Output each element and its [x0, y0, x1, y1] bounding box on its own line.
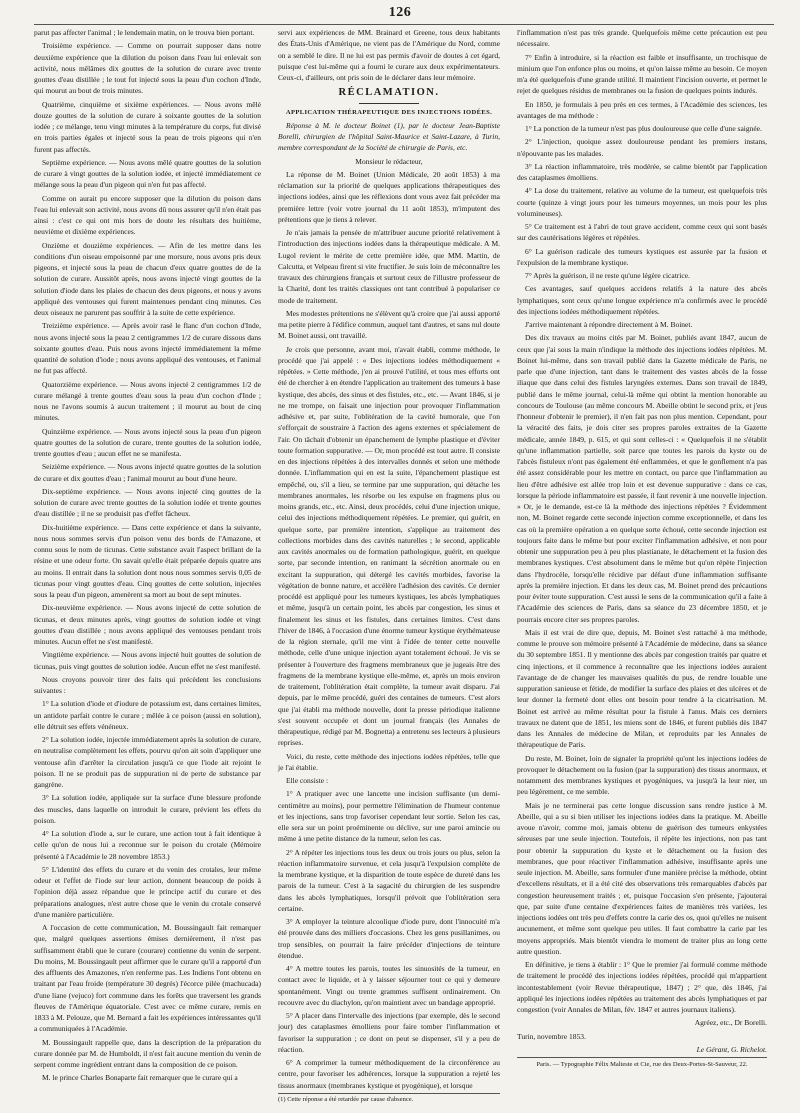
paragraph: Réponse à M. le docteur Boinet (1), par le docteur Jean-Baptiste Borelli, chirurgien de l'hôpital Saint-Maurice et Saint-Lazare, à Turin, membre correspondant de la Société de chirurgie de Paris, etc. [278, 120, 500, 153]
paragraph: 5° A placer dans l'intervalle des injections (par exemple, dès le second jour) des cataplasmes émolliens pour faire tomber l'inflammation et favoriser la suppuration ; ce dont on peut se dispenser, s'il y a peu de réaction. [278, 1011, 500, 1054]
footnote: (1) Cette réponse a été retardée par cause d'absence. [278, 1093, 500, 1105]
paragraph: Quatrième, cinquième et sixième expériences. — Nous avons mêlé douze gouttes de la solution de curare à soixante gouttes de la solution iodée ; ce mélange, tenu vingt minutes à la température du corps, fut divisé en trois parties égales et injecté sous la peau de trois pigeons qui n'en furent pas affectés. [34, 99, 261, 154]
paragraph: Je n'ais jamais la pensée de m'attribuer aucune priorité relativement à l'introduction des injections iodées dans la thérapeutique médicale. A M. Lugol revient le mérite de cette première idée, que MM. Martin, de Calcutta, et Velpeau firent si vite fructifier. Je suis loin de méconnaître les travaux des chirurgiens français et surtout ceux de l'illustre professeur de la Charité, dont les traités classiques ont tant contribué à populariser ce mode de traitement. [278, 228, 500, 305]
paragraph: Du reste, M. Boinet, loin de signaler la propriété qu'ont les injections iodées de provoquer le détachement ou la fusion (par la suppuration) des tissus anormaux, et notamment des membranes kystiques et pyogéniques, va jusqu'à la leur nier, un peu légèrement, ce me semble. [517, 753, 767, 797]
paragraph: Quinzième expérience. — Nous avons injecté sous la peau d'un pigeon quatre gouttes de la solution de curare, trente gouttes de la solution iodée, trente gouttes d'eau ; aucun effet ne se manifesta. [34, 426, 261, 458]
gerant-line: Le Gérant, G. Richelot. [696, 1044, 767, 1054]
paragraph: 7° Après la guérison, il ne reste qu'une légère cicatrice. [525, 271, 690, 280]
paragraph: Mais je ne terminerai pas cette longue discussion sans rendre justice à M. Abeille, qui a su si bien utiliser les injections iodées dans la pratique. M. Abeille avoue n'avoir, comme moi, jamais obtenu de guérison des tumeurs enkystées séreuses par une seule injection. Toutefois, il répète les injections, non pas tant pour obtenir la suppuration du kyste et le détachement ou la fusion des membranes, que pour réactiver l'inflammation adhésive, insuffisante après une seule injection. M. Abeille, sans formuler d'une manière précise la méthode, obtint d'excellens résultats, et il a été cité des observations très remarquables d'abcès par congestion heureusement traités ; et, puisque l'occasion s'en présente, j'ajouterai que, par suite d'une centaine d'expériences faites de manières très variées, les injections iodées ont très peu d'effets contre la carie des os, quoi qu'elles ne nuisent aucunement, et même sont quelque peu utiles. Il faut combattre la carie par les moyens appropriés. Mais bientôt viendra le moment de traiter plus au long cette autre question. [517, 800, 767, 956]
paragraph: Septième expérience. — Nous avons mêlé quatre gouttes de la solution de curare à vingt gouttes de la solution iodée, et injecté immédiatement ce mélange sous la peau d'un pigeon qui n'en fut pas affecté. [34, 157, 261, 190]
page-number: 126 [388, 5, 412, 20]
paragraph: Seizième expérience. — Nous avons injecté quatre gouttes de la solution de curare et dix gouttes d'eau ; l'animal mourut au bout d'une heure. [34, 462, 261, 483]
paragraph: 3° A employer la teinture alcoolique d'iode pure, dont l'innocuité m'a été prouvée dans des milliers d'occasions. Chez les gens pusillanimes, ou trop sensibles, on pourrait la faire précéder d'injections de teinture étendue. [278, 917, 500, 960]
heading-rule [359, 103, 419, 104]
paragraph: Comme on aurait pu encore supposer que la dilution du poison dans l'eau lui enlevait son activité, nous avons dû nous assurer qu'il n'en était pas ainsi : c'est ce qui ont mis hors de doute les résultats des huitième, neuvième et dixième expériences. [34, 193, 261, 237]
paragraph: 7° Enfin à introduire, si la réaction est faible et insuffisante, un trochisque de minium que l'on enfonce plus ou moins, et qu'on laisse même au besoin. Ce moyen m'a été quelquefois d'une grande utilité. Il maintient l'incision ouverte, et permet le rejet de quelques résidus de membranes ou la fusion de quelques points indurés. [517, 52, 767, 96]
paragraph: Monsieur le rédacteur, [355, 156, 423, 166]
header-rule [34, 24, 774, 25]
paragraph: Nous croyons pouvoir tirer des faits qui précèdent les conclusions suivantes : [34, 674, 261, 695]
paragraph: 6° La guérison radicale des tumeurs kystiques est assurée par la fusion et l'expulsion de la membrane kystique. [517, 246, 767, 267]
paragraph: Onzième et douzième expériences. — Afin de les mettre dans les conditions d'un oiseau empoisonné par une morsure, nous avons pris deux pigeons, et injecté sous la peau de chacun d'eux quatre gouttes de de la solution de curare. Aussitôt après, nous avons injecté vingt gouttes de la solution d'iode dans les plaies de chacun des deux pigeons, et nous y avons appliqué des ventouses qui furent maintenues pendant cinq minutes. Ces deux oiseaux ne parurent pas souffrir à la suite de cette expérience. [34, 240, 261, 317]
paragraph: Ces avantages, sauf quelques accidens relatifs à la nature des abcès lymphatiques, sont ceux qu'une longue expérience m'a confirmés avec le procédé des injections iodées méthodiquement répétées. [517, 284, 767, 316]
paragraph: La réponse de M. Boinet (Union Médicale, 20 août 1853) à ma réclamation sur la priorité de quelques applications thérapeutiques des injections iodées, ainsi que les réflexions dont vous avez fait précéder ma première lettre (voir votre journal du 11 août 1853), m'imputent des prétentions que je tiens à relever. [278, 169, 500, 224]
paragraph: 1° La solution d'iode et d'iodure de potassium est, dans certaines limites, un antidote parfait contre le curare ; mêlée à ce poison (aussi en solution), elle détruit ses effets vénéneux. [34, 699, 261, 731]
paragraph: 3° La réaction inflammatoire, très modérée, se calme bientôt par l'application des cataplasmes émolliens. [517, 161, 767, 182]
paragraph: 4° La dose du traitement, relative au volume de la tumeur, est quelquefois très courte (quinze à vingt jours pour les tumeurs moyennes, un mois pour les plus volumineuses). [517, 186, 767, 218]
paragraph: l'inflammation n'est pas très grande. Quelquefois même cette précaution est peu nécessaire. [517, 28, 767, 49]
paragraph: 2° A répéter les injections tous les deux ou trois jours ou plus, selon la réaction inflammatoire survenue, et cela jusqu'à l'expulsion complète de la membrane kystique, et la disparition de toute espèce de dureté dans les parois de la tumeur. C'est à la sagacité du chirurgien de les suspendre dans les abcès lymphatiques, lorsqu'il prévoit que l'oblitération sera certaine. [278, 847, 500, 913]
paragraph: 6° A comprimer la tumeur méthodiquement de la circonférence au centre, pour favoriser les adhérences, lorsque la suppuration a rejeté les tissus anormaux (membranes kystique et pyogénique), et lorsque [278, 1058, 500, 1090]
paragraph: Treizième expérience. — Après avoir rasé le flanc d'un cochon d'Inde, nous avons injecté sous la peau 2 centigrammes 1/2 de curare dissous dans soixante gouttes d'eau. Puis nous avons injecté immédiatement la même quantité de solution d'iode ; nous avons appliqué des ventouses, et l'animal ne fut pas affecté. [34, 321, 261, 376]
printer-imprint: Paris. — Typographie Félix Malteste et Cie, rue des Deux-Portes-St-Sauveur, 22. [517, 1057, 767, 1070]
paragraph: 5° L'identité des effets du curare et du venin des crotales, leur même odeur et l'effet de l'iode sur leur action, donnent beaucoup de poids à l'opinion déjà assez répandue que le principe actif du curare et des préparations analogues, n'est autre chose que le venin du crotale conservé d'une manière particulière. [34, 864, 261, 919]
paragraph: 4° A mettre toutes les parois, toutes les sinuosités de la tumeur, en contact avec le liquide, et à y laisser séjourner tout ce qui y demeure spontanément. Vingt ou trente grammes suffisent ordinairement. On recouvre avec du diachylon, qu'on maintient avec un bandage approprié. [278, 964, 500, 1007]
signature: Agréez, etc., Dr Borelli. [694, 1018, 767, 1028]
column-right [517, 27, 767, 1095]
paragraph: Mes modestes prétentions ne s'élèvent qu'à croire que j'ai aussi apporté ma petite pierre à l'édifice commun, auquel tant d'autres, et sans nul doute M. Boinet aussi, ont travaillé. [278, 308, 500, 341]
paragraph: Des dix travaux au moins cités par M. Boinet, publiés avant 1847, aucun de ceux que j'ai sous la main n'indique la méthode des injections iodées répétées. M. Boinet lui-même, dans son travail publié dans la Gazette médicale de Paris, ne parle que d'une injection, tant dans le traitement des vastes abcès de la fosse iliaque que dans celui des fistules laryngées externes. Dans son travail de 1849, publié dans le même journal, celui-là même qui obtint la mention honorable au concours de Toulouse (au même concours M. Abeille obtint le second prix, et j'eus l'honneur d'obtenir le premier), il n'en fait pas non plus mention. Cependant, pour la véracité des faits, je dois citer ses propres paroles extraites de la Gazette médicale, année 1849, p. 615, et qui sont celles-ci : « Quelquefois il ne s'établit qu'une inflammation partielle, soit parce que toutes les parois du kyste ou de l'abcès fistuleux n'ont pas également été enflammées, et que le gonflement n'a pas été assez considérable pour les mettre en contact, ou parce que l'inflammation au lieu d'être adhésive est allée trop loin et est devenue suppurative : dans ce cas, lorsque la période inflammatoire est passée, il faut revenir à une nouvelle injection. » Or, je le demande, est-ce là la méthode des injections répétées ? Évidemment non, M. Boinet regarde cette seconde injection comme exceptionnelle, et dans les cas où la première opération a en quelque sorte échoué, cette seconde injection est toujours faite dans le même but pour exciter l'inflammation adhésive, et non pour obtenir une suppuration peu à peu plus plastianate, le détachement et la fusion des membranes kystiques. C'est absolument dans le même but qu'on répète l'injection dans l'hydrocèle, lorsqu'elle récidive par défaut d'une inflammation suffisante après la première injection. Et dans les deux cas, M. Boinet prend des précautions pour éviter toute suppuration. C'est aussi le sens de la communication qu'il a faite à l'Académie des sciences de Paris, dans sa séance du 23 décembre 1850, et je pourrais encore citer ses propres paroles. [517, 333, 767, 624]
paragraph: Je crois que personne, avant moi, n'avait établi, comme méthode, le procédé que j'ai appelé : « Des injections iodées méthodiquement « répétées. » Cette méthode, j'en ai prouvé l'utilité, et tous mes efforts ont été de chercher à en étendre l'application au traitement des tumeurs à base kystique, des abcès, des sinus et des fistules, etc., etc. — Avant 1846, si je ne me trompe, on faisait une injection pour provoquer l'inflammation adhésive et, par suite, l'oblitération de la cavité humorale, que l'on s'efforçait de soustraire à l'action des agens externes et spécialement de l'air. On tâchait d'obtenir un épanchement de lymphe plastique et d'éviter toute formation suppurative. — Or, mon procédé est tout autre. Il consiste en des injections répétées à des intervalles donnés et selon une méthode donnée. L'inflammation qui en est la suite, l'épanchement plastique est empêché, ou, s'il a lieu, se termine par une suppuration, qui détache les membranes anormales, les résorbe ou les expulse en fragmens plus ou moins grands, etc., etc. Ainsi, deux procédés, celui d'une injection unique, celui des injections méthodiquement répétées. Le premier, qui guérit, en quelque sorte, par première intention, s'applique au traitement des collections morbides dans des cavités naturelles ; le second, applicable aux cavités anormales ou de formation pathologique, guérit, en quelque sorte, par seconde intention, en ranimant la sécrétion anormale ou en excitant la suppuration, qui détergé les cavités morbides, favorise la végétation de bonne nature, et accélère l'adhésion des cavités. Ce dernier procédé est appliqué pour les tumeurs kystiques, les abcès lymphatiques et même, jusqu'à un certain point, les abcès par congestion, les sinus et finalement les sinus et les fistules, dans certaines limites. C'est dans l'hiver de 1846, à l'occasion d'une énorme tumeur kystique érythémateuse de la région sternale, qu'il me vint à l'idée de tenter cette nouvelle méthode, celle d'une unique injection ayant totalement échoué. Je vis se présenter à l'ouverture des fragmens membraneux que je jugeais être des fragmens de la membrane kystique elle-même, et, après un mois environ de traitement, l'oblitération était complète, la tumeur avait disparu. J'ai depuis, par le même procédé, guéri des centaines de tumeurs. C'est alors que j'ai établi ma méthode nouvelle, dont la presse périodique italienne s'est souvent occupée et dont un journal français (les Annales de thérapeutique, rédigé par M. Bognetta) a entretenu ses lecteurs à plusieurs reprises. [278, 344, 501, 748]
paragraph: Dix-septième expérience. — Nous avons injecté cinq gouttes de la solution de curare avec trente gouttes de la solution iodée et trente gouttes d'eau distillée ; il ne se produisit pas d'effet fâcheux. [34, 486, 261, 519]
paragraph: servi aux expériences de MM. Brainard et Greene, tous deux habitants des États-Unis d'Amérique, ne vient pas de l'Amérique du Nord, comme on a semblé le dire. Il ne lui est pas permis d'avoir de doutes à cet égard, puisque c'est lui-même qui a fourni le curare aux deux expérimentateurs. Ceux-ci, d'ailleurs, ont pris soin de le déclarer dans leur mémoire. [278, 28, 500, 82]
paragraph: 1° A pratiquer avec une lancette une incision suffisante (un demi-centimètre au moins), pour permettre l'élimination de l'humeur contenue et les injections, sans trop favoriser cependant leur sortie. Selon les cas, elle sera sur un point proéminente ou déclive, sur une paroi amincie ou même à une petite distance de la tumeur, selon les cas. [278, 789, 500, 844]
paragraph: J'arrive maintenant à répondre directement à M. Boinet. [525, 320, 693, 329]
paragraph: Dix-huitième expérience. — Dans cette expérience et dans la suivante, nous nous sommes servis d'un poison venu des bords de l'Amazone, et connu sous le nom de ticunas. Cette substance avait l'aspect brillant de la résine et une odeur forte. On savait qu'elle était préparée depuis quatre ans au moins. Il entrait dans la solution dont nous nous sommes servis 0,05 de ticunas pour vingt gouttes d'eau. Cinq gouttes de cette solution, injectées sous la peau d'un pigeon, amenèrent sa mort au bout de sept minutes. [34, 522, 261, 599]
paragraph: Voici, du reste, cette méthode des injections iodées répétées, telle que je l'ai établie. [278, 751, 500, 772]
section-subheading: APPLICATION THÉRAPEUTIQUE DES INJECTIONS IODÉES. [285, 109, 493, 116]
paragraph: 2° La solution iodée, injectée immédiatement après la solution de curare, en neutralise complètement les effets, pourvu qu'on ait soin d'appliquer une ventouse afin d'arrêter la circulation jusqu'à ce que l'iode ait rejoint le poison. Il ne se produit pas de suppuration ni de perte de substance par gangrène. [34, 735, 261, 789]
paragraph: parut pas affecter l'animal ; le lendemain matin, on le trouva bien portant. [34, 28, 255, 37]
paragraph: M. le prince Charles Bonaparte fait remarquer que le curare qui a [42, 1073, 238, 1083]
paragraph: 5° Ce traitement est à l'abri de tout grave accident, comme ceux qui sont basés sur des cautérisations légères et répétées. [517, 222, 767, 243]
section-heading: RÉCLAMATION. [338, 87, 440, 99]
paragraph: Mais il est vrai de dire que, depuis, M. Boinet s'est rattaché à ma méthode, comme le prouve son mémoire présenté à l'Académie de médecine, dans sa séance du 30 septembre 1851. Il y mentionne des abcès par congestion traités par quatre et cinq injections, et il commence à reconnaître que les injections iodées auraient l'avantage de de changer les mauvaises qualités du pus, de rendre louable une suppuration sanieuse et fétide, de modifier la surface des plaies et des ulcères et de leur donner la fermeté dont elles ont besoin pour tendre à la cicatrisation. M. Boinet est arrivé au même résultat pour la fistule à l'anus. Mais ces derniers travaux ne datent que de 1851, les miens sont de 1846, et furent publiés dès 1847 dans les Annales de médecine de Milan, et reproduits par les Annales de thérapeutique de Paris. [517, 627, 767, 750]
paragraph: En définitive, je tiens à établir : 1° Que le premier j'ai formulé comme méthode de traitement le procédé des injections iodées répétées, procédé qui m'appartient incontestablement (voir Revue thérapeutique, 1847) ; 2° que, dès 1846, j'ai appliqué les injections iodées répétées au traitement des abcès lymphatiques et par congestion (voir Annales de Milan, fév. 1847 et autres journaux italiens). [517, 960, 767, 1014]
paragraph: Troisième expérience. — Comme on pourrait supposer dans notre deuxième expérience que la dilution du poison dans l'eau lui enlevait son activité, nous mêlâmes dix gouttes de la solution de curare avec trente gouttes d'eau distillée ; le tout fut injecté sous la peau d'un cochon d'Inde, qui mourut au bout de trois minutes. [34, 41, 261, 96]
paragraph: Vingtième expérience. — Nous avons injecté huit gouttes de solution de ticunas, puis vingt gouttes de solution iodée. Aucun effet ne s'est manifesté. [34, 650, 261, 671]
paragraph: 3° La solution iodée, appliquée sur la surface d'une blessure profonde des muscles, dans laquelle on introduit le curare, prévient les effets du poison. [34, 793, 261, 825]
paragraph: Dix-neuvième expérience. — Nous avons injecté de cette solution de ticunas, et deux minutes après, vingt gouttes de solution iodée et vingt gouttes d'eau distillée ; nous avons appliqué des ventouses pendant trois minutes. Aucun effet ne s'est manifesté. [34, 603, 261, 646]
paragraph: 4° La solution d'iode a, sur le curare, une action tout à fait identique à celle qu'on de nous lui a reconnue sur le poison du crotale (Mémoire présenté à l'Académie le 28 novembre 1853.) [34, 829, 261, 861]
paragraph: 1° La ponction de la tumeur n'est pas plus douloureuse que celle d'une saignée. [525, 124, 762, 133]
paragraph: En 1850, je formulais à peu près en ces termes, à l'Académie des sciences, les avantages de ma méthode : [517, 99, 767, 120]
paragraph: 2° L'injection, quoique assez douloureuse pendant les premiers instans, n'épouvante pas les malades. [517, 137, 767, 158]
paragraph: Turin, novembre 1853. [517, 1031, 586, 1041]
column-left [34, 27, 261, 1095]
paragraph: M. Boussingault rappelle que, dans la description de la préparation du curare donnée par M. de Humboldt, il n'est fait aucune mention du venin de serpent comme ingrédient entrant dans la composition de ce poison. [34, 1037, 261, 1069]
column-middle [278, 27, 501, 1103]
paragraph: Elle consiste : [286, 776, 329, 785]
paragraph: A l'occasion de cette communication, M. Boussingault fait remarquer que, malgré quelques assertions émises dernièrement, il n'est pas suffisamment établi que le curare (courare) contienne du venin de serpent. Du moins, M. Boussingault peut affirmer que le curare qu'il a rapporté d'un des affluents des Amazones, n'en renferme pas. Les Indiens l'ont obtenu en traitant par l'eau froide (température 30 degrés) l'écorce pilée (machucada) d'une liane (vejuco) fort commune dans les forêts que traversent les grands fleuves de l'Amérique équatoriale. C'est avec ce même curare, remis en 1833 à M. Pelouze, que M. Bernard a fait les expériences intéressantes qu'il a communiquées à l'Académie. [34, 923, 261, 1034]
paragraph: Quatorzième expérience. — Nous avons injecté 2 centigrammes 1/2 de curare mélangé à trente gouttes d'eau sous la peau d'un cochon d'Inde ; nous ne l'avons soumis à aucun traitement ; il mourut au bout de cinq minutes. [34, 379, 261, 423]
